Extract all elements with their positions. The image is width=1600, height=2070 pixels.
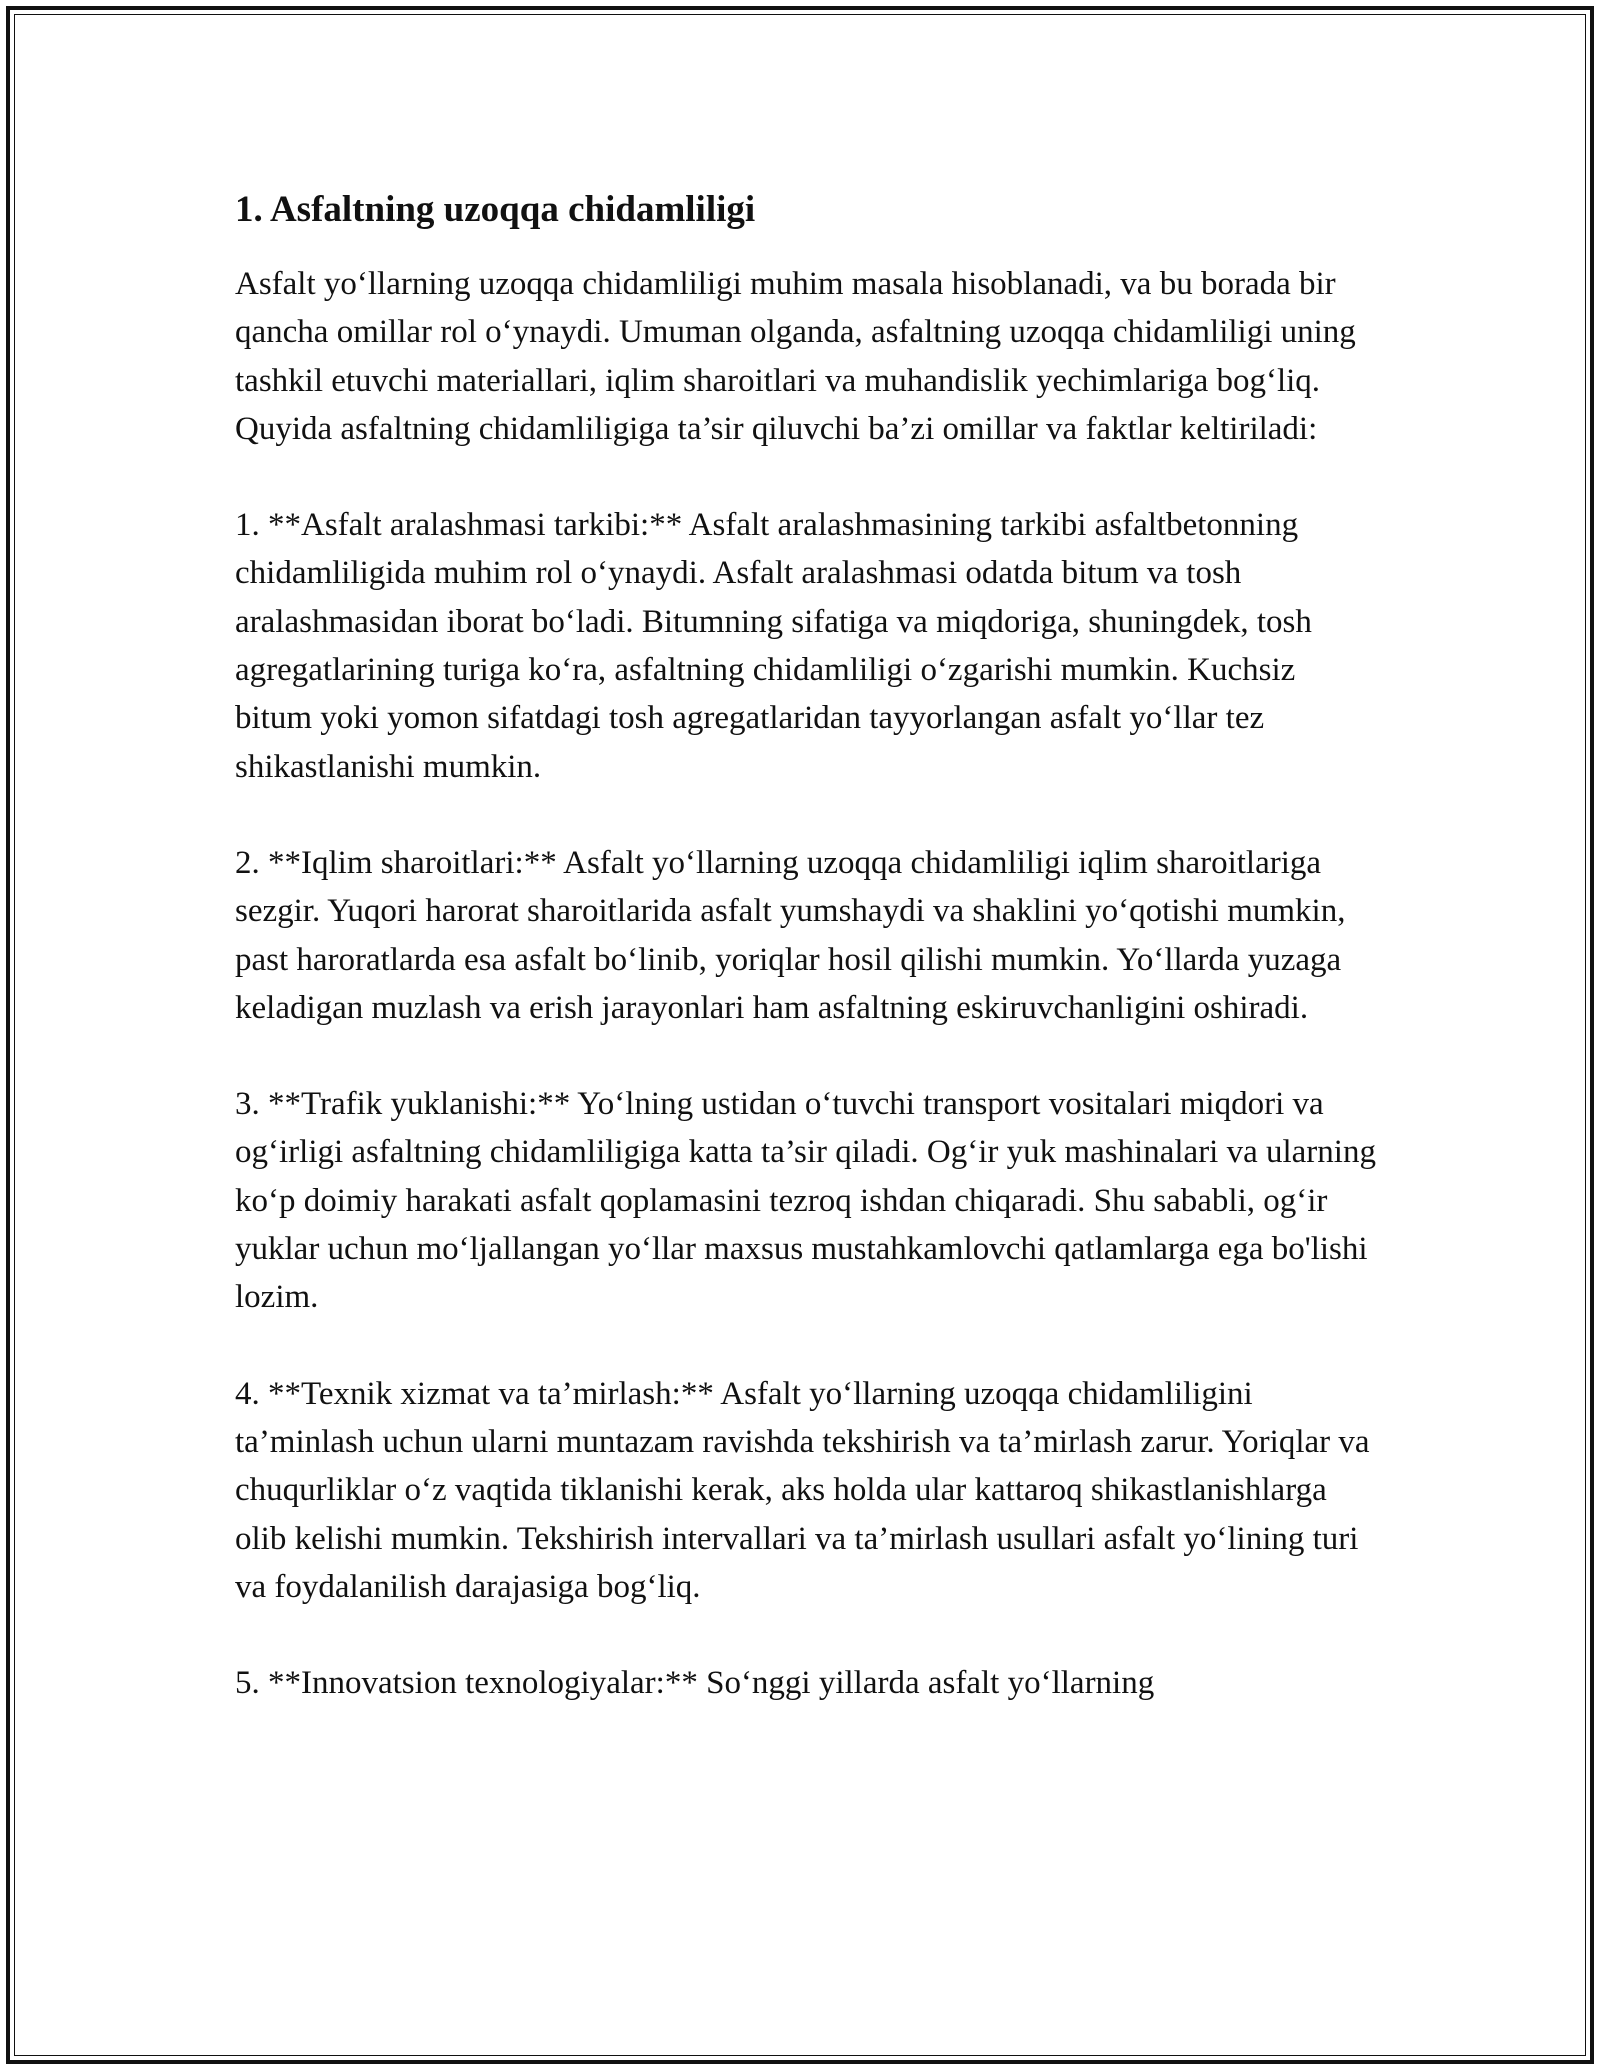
list-item-innovative-technologies: 5. **Innovatsion texnologiyalar:** So‘nggi yillarda asfalt yo‘llarning [235, 1665, 1155, 1702]
document-body [235, 186, 1380, 1707]
list-item-climate-conditions: 2. **Iqlim sharoitlari:** Asfalt yo‘llarning uzoqqa chidamliligi iqlim sharoitlariga sezgir. Yuqori harorat sharoitlarida asfalt yumshaydi va shaklini yo‘qotishi mumkin, past haroratlarda esa asfalt bo‘linib, yoriqlar hosil qilishi mumkin. Yo‘llarda yuzaga keladigan muzlash va erish jarayonlari ham asfaltning eskiruvchanligini oshiradi. [235, 844, 1346, 1026]
intro-paragraph: Asfalt yo‘llarning uzoqqa chidamliligi muhim masala hisoblanadi, va bu borada bir qancha omillar rol o‘ynaydi. Umuman olganda, asfaltning uzoqqa chidamliligi uning tashkil etuvchi materiallari, iqlim sharoitlari va muhandislik yechimlariga bog‘liq. Quyida asfaltning chidamliligiga ta’sir qiluvchi ba’zi omillar va faktlar keltiriladi: [235, 266, 1356, 447]
section-heading: 1. Asfaltning uzoqqa chidamliligi [235, 189, 756, 230]
list-item-maintenance: 4. **Texnik xizmat va ta’mirlash:** Asfalt yo‘llarning uzoqqa chidamliligini ta’minlash uchun ularni muntazam ravishda tekshirish va ta’mirlash zarur. Yoriqlar va chuqurliklar o‘z vaqtida tiklanishi kerak, aks holda ular kattaroq shikastlanishlarga olib kelishi mumkin. Tekshirish intervallari va ta’mirlash usullari asfalt yo‘lining turi va foydalanilish darajasiga bog‘liq. [235, 1375, 1370, 1605]
list-item-asphalt-mixture: 1. **Asfalt aralashmasi tarkibi:** Asfalt aralashmasining tarkibi asfaltbetonning chidamliligida muhim rol o‘ynaydi. Asfalt aralashmasi odatda bitum va tosh aralashmasidan iborat bo‘ladi. Bitumning sifatiga va miqdoriga, shuningdek, tosh agregatlarining turiga ko‘ra, asfaltning chidamliligi o‘zgarishi mumkin. Kuchsiz bitum yoki yomon sifatdagi tosh agregatlaridan tayyorlangan asfalt yo‘llar tez shikastlanishi mumkin. [235, 507, 1312, 785]
list-item-traffic-load: 3. **Trafik yuklanishi:** Yo‘lning ustidan o‘tuvchi transport vositalari miqdori va og‘irligi asfaltning chidamliligiga katta ta’sir qiladi. Og‘ir yuk mashinalari va ularning ko‘p doimiy harakati asfalt qoplamasini tezroq ishdan chiqaradi. Shu sababli, og‘ir yuklar uchun mo‘ljallangan yo‘llar maxsus mustahkamlovchi qatlamlarga ega bo'lishi lozim. [235, 1086, 1376, 1316]
